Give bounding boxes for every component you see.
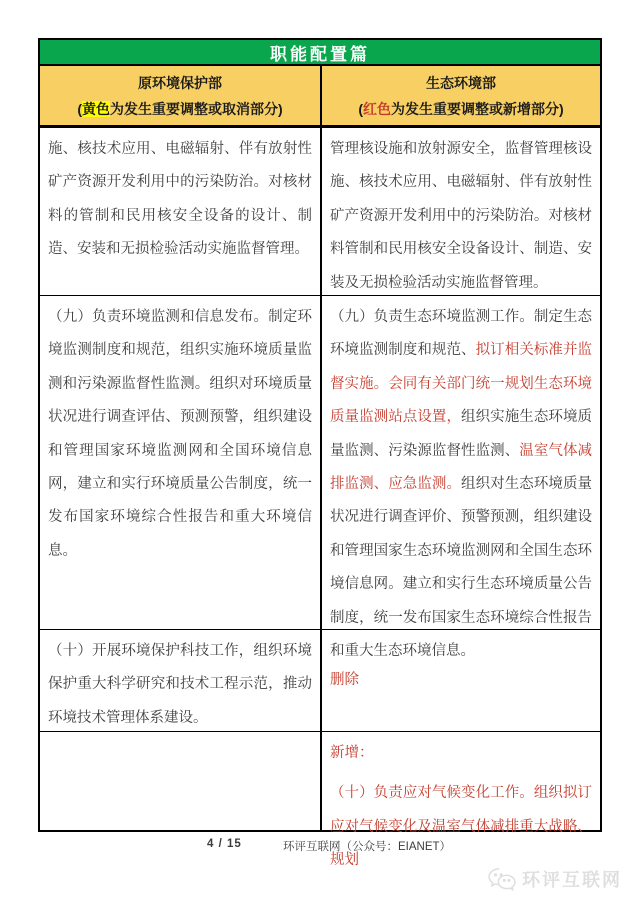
table-row	[40, 629, 600, 731]
cell-old-ministry	[40, 732, 320, 830]
table-row	[40, 127, 600, 295]
page-number: 4 / 15	[207, 838, 242, 850]
cell-old-ministry	[40, 630, 320, 731]
cell-new-ministry	[320, 128, 600, 295]
text-segment: 管理核设施和放射源安全，监督管理核设施、核技术应用、电磁辐射、伴有放射性矿产资源开发利用中的污染防治。对核材料管制和民用核安全设备设计、制造、安装及无损检验活动实施监督管理。	[330, 141, 592, 291]
text-segment: 施、核技术应用、电磁辐射、伴有放射性矿产资源开发利用中的污染防治。对核材料的管制和民用核安全设备的设计、制造、安装和无损检验活动实施监督管理。	[48, 141, 312, 258]
cell-new-ministry	[320, 630, 600, 731]
text-segment: （九）负责环境监测和信息发布。制定环境监测制度和规范，组织实施环境质量监测和污染源监督性监测。组织对环境质量状况进行调查评估、预测预警，组织建设和管理国家环境监测网和全国环境信息网，建立和实行环境质量公告制度，统一发布国家环境综合性报告和重大环境信息。	[48, 309, 312, 559]
text-segment: 新增：	[330, 745, 374, 761]
red-highlight-key: 红色	[363, 100, 391, 117]
text-segment: （十）负责应对气候变化工作。组织拟订应对气候变化及温室气体减排重大战略、规划	[330, 785, 592, 869]
watermark-text: 环评互联网	[522, 870, 622, 890]
table-row	[40, 295, 600, 660]
text-segment: 拟订相关标准并监督实施。会同有关部门统一规划生态环境质量监测站点设置，	[330, 342, 593, 426]
text-segment: 删除	[330, 671, 359, 688]
yellow-highlight-key: 黄色	[82, 100, 110, 117]
table-title: 职能配置篇	[270, 44, 370, 64]
watermark	[487, 866, 622, 892]
table-title-bar	[40, 40, 600, 66]
wechat-icon	[487, 867, 517, 891]
cell-old-ministry	[40, 296, 320, 629]
column-title: 生态环境部	[426, 74, 496, 91]
text-segment: 组织实施生态环境质量监测、污染源监督性监测、	[330, 409, 593, 459]
page-footer	[0, 836, 640, 856]
column-header-row	[40, 66, 600, 127]
footer-source: 环评互联网（公众号：EIANET）	[283, 841, 452, 853]
column-note: (黄色为发生重要调整或取消部分)	[77, 100, 283, 117]
text-segment: 组织对生态环境质量状况进行调查评价、预警预测，组织建设和管理国家生态环境监测网和全国生态环境信息网。建立和实行生态环境质量公告制度，统一发布国家生态环境综合性报告和重大生态环境信息。	[330, 476, 593, 660]
cell-old-ministry	[40, 128, 320, 295]
column-note: (红色为发生重要调整或新增部分)	[358, 100, 564, 117]
column-title: 原环境保护部	[138, 74, 222, 91]
text-segment: （十）开展环境保护科技工作，组织环境保护重大科学研究和技术工程示范，推动环境技术管理体系建设。	[48, 643, 312, 726]
text-segment: 温室气体减排监测、应急监测。	[330, 442, 593, 493]
cell-new-ministry	[320, 296, 600, 660]
column-header-old-ministry	[40, 66, 320, 125]
column-header-new-ministry	[320, 66, 600, 125]
text-segment: （九）负责生态环境监测工作。制定生态环境监测制度和规范、	[330, 309, 592, 359]
